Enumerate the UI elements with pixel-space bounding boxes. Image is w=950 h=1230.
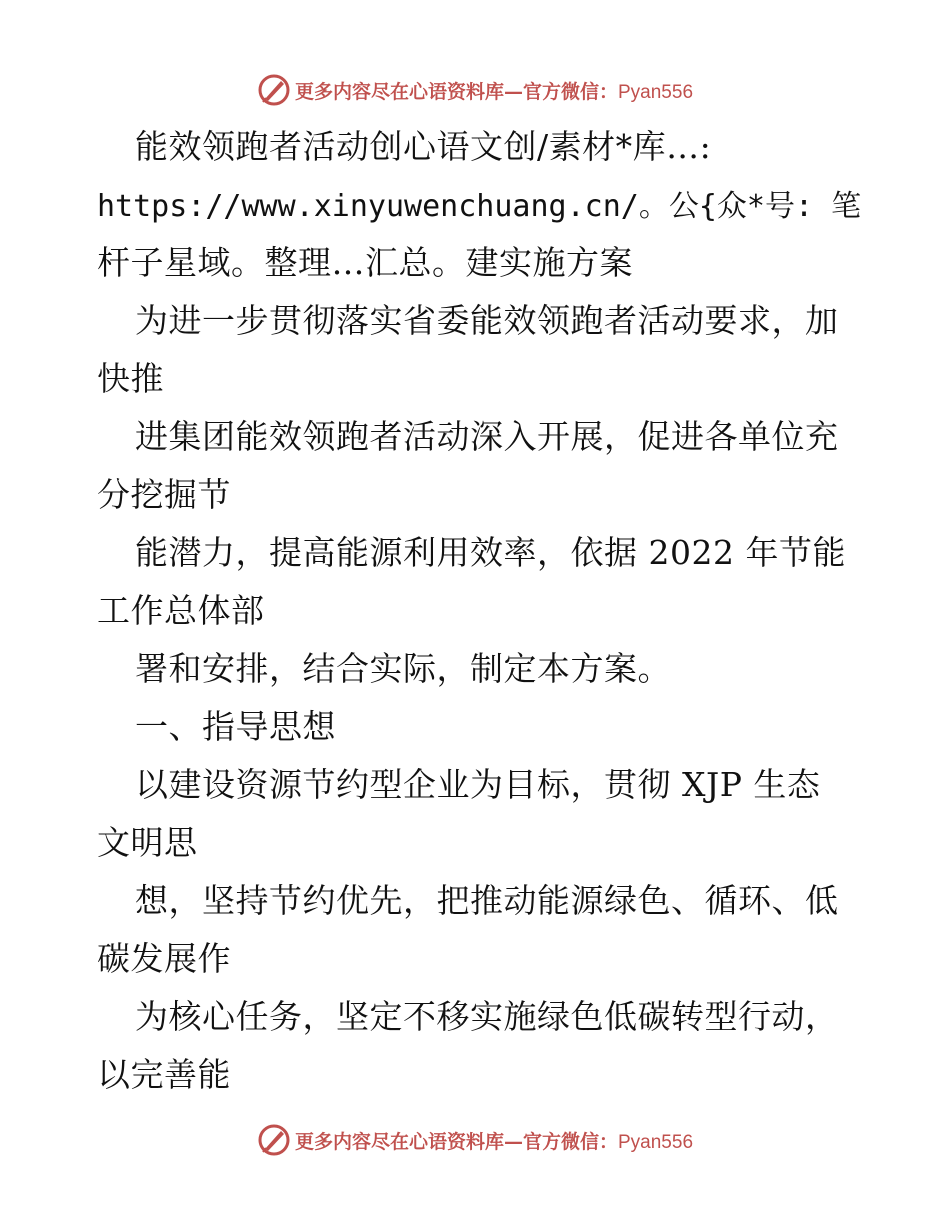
watermark-header [0,70,950,110]
text-line-url [97,176,862,234]
text-line: 碳发展作 [97,939,231,978]
watermark-text: 更多内容尽在心语资料库—官方微信： [294,1130,618,1153]
text-line: 以完善能 [97,1055,231,1094]
text-line: 快推 [97,359,164,398]
text-line: 工作总体部 [97,591,265,630]
text-line: 为核心任务，坚定不移实施绿色低碳转型行动， [135,997,839,1036]
text-line: 以建设资源节约型企业为目标，贯彻 XJP 生态 [135,765,821,804]
text-line: 想，坚持节约优先，把推动能源绿色、循环、低 [135,881,839,920]
text-line: 杆子星域。整理…汇总。建实施方案 [97,243,633,282]
text-line: 署和安排，结合实际，制定本方案。 [135,649,671,688]
text-line: 分挖掘节 [97,475,231,514]
text-line: 能效领跑者活动创心语文创/素材*库…: [135,127,712,166]
text-line: 为进一步贯彻落实省委能效领跑者活动要求，加 [135,301,839,340]
quill-logo-icon [257,73,291,107]
url-text: https://www.xinyuwenchuang.cn/。公{众*号: 笔 [97,189,862,224]
watermark-footer [0,1120,950,1160]
quill-logo-icon [257,1123,291,1157]
text-line: 能潜力，提高能源利用效率，依据 2022 年节能 [135,533,846,572]
watermark-id: Pyan556 [618,1131,694,1153]
section-heading: 一、指导思想 [135,707,336,746]
watermark-text: 更多内容尽在心语资料库—官方微信： [294,80,618,103]
text-line: 文明思 [97,823,198,862]
text-line: 进集团能效领跑者活动深入开展，促进各单位充 [135,417,839,456]
document-body [97,118,862,1104]
watermark-id: Pyan556 [618,81,694,103]
